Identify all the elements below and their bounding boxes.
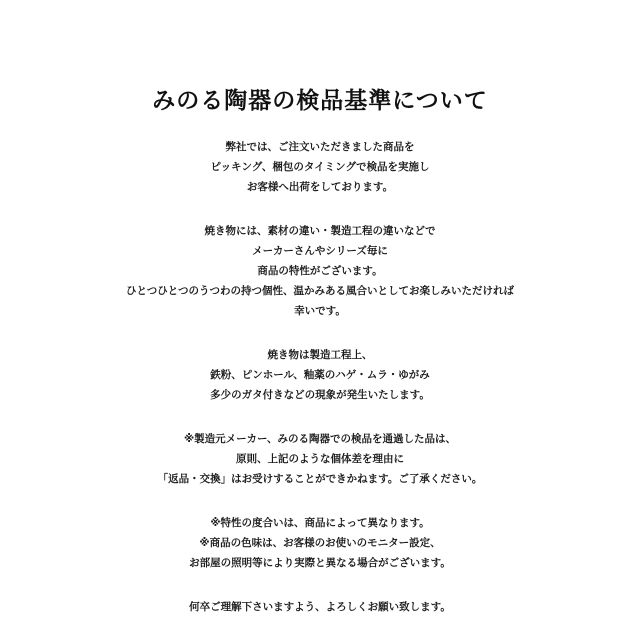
text-line: ※製造元メーカー、みのる陶器での検品を通過した品は、	[183, 433, 457, 445]
paragraph-closing	[0, 597, 640, 617]
text-line: ※特性の度合いは、商品によって異なります。	[210, 517, 430, 529]
text-line: 焼き物には、素材の違い・製造工程の違いなどで	[204, 225, 436, 237]
text-line: メーカーさんやシリーズ毎に	[252, 245, 388, 257]
paragraph-inspection-timing	[0, 137, 640, 197]
text-line: 「返品・交換」はお受けすることができかねます。ご了承ください。	[157, 473, 483, 485]
text-line: 幸いです。	[294, 305, 346, 317]
text-line: 焼き物は製造工程上、	[267, 349, 373, 361]
notice-body	[0, 137, 640, 617]
text-line: ※商品の色味は、お客様のお使いのモニター設定、	[199, 537, 441, 549]
text-line: 原則、上記のような個体差を理由に	[236, 453, 404, 465]
text-line: 鉄粉、ピンホール、釉薬のハゲ・ムラ・ゆがみ	[210, 369, 430, 381]
paragraph-notes	[0, 513, 640, 573]
text-line: ピッキング、梱包のタイミングで検品を実施し	[210, 161, 430, 173]
text-line: 多少のガタ付きなどの現象が発生いたします。	[210, 389, 430, 401]
text-line: 商品の特性がございます。	[257, 265, 383, 277]
paragraph-manufacturing-phenomena	[0, 345, 640, 405]
text-line: 何卒ご理解下さいますよう、よろしくお願い致します。	[189, 601, 451, 613]
text-line: お部屋の照明等により実際と異なる場合がございます。	[189, 557, 451, 569]
page-title: みのる陶器の検品基準について	[152, 88, 488, 114]
paragraph-product-characteristics	[0, 221, 640, 321]
paragraph-return-policy	[0, 429, 640, 489]
text-line: お客様へ出荷をしております。	[246, 181, 394, 193]
text-line: ひとつひとつのうつわの持つ個性、温かみある風合いとしてお楽しみいただければ	[125, 285, 515, 297]
text-line: 弊社では、ご注文いただきました商品を	[225, 141, 415, 153]
